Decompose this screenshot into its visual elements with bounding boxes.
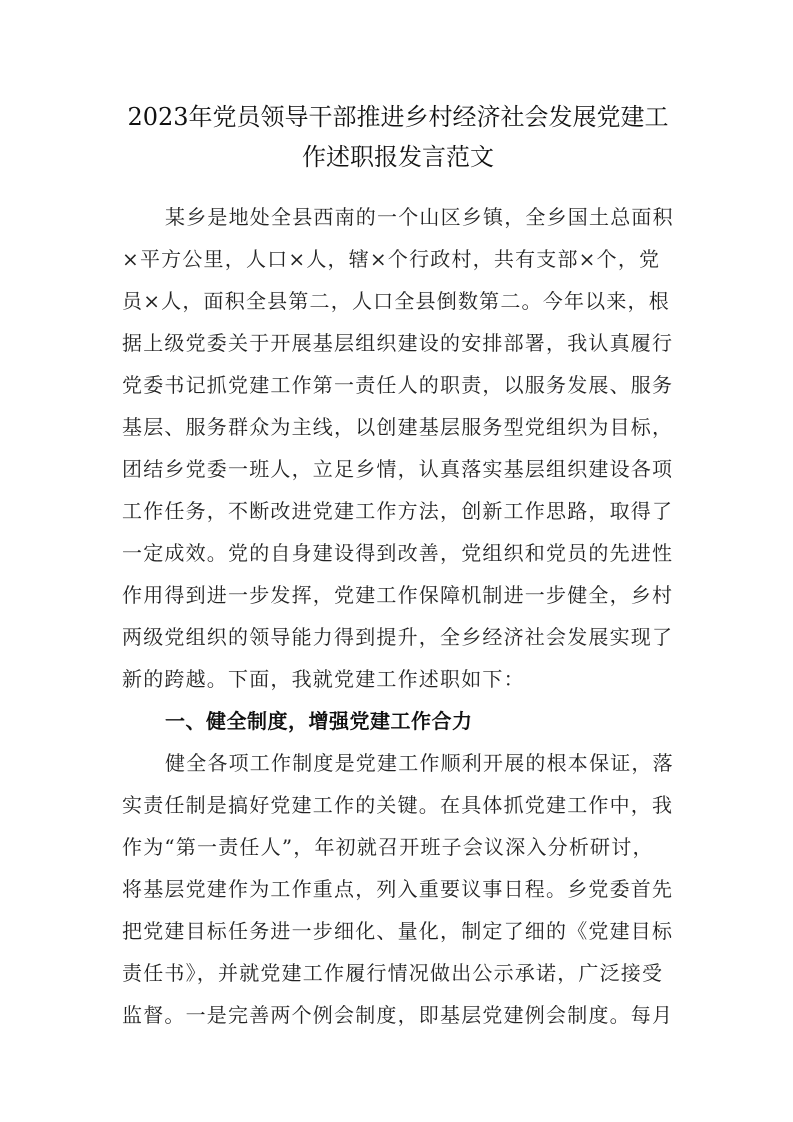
document-title-line-1: 2023年党员领导干部推进乡村经济社会发展党建工: [127, 103, 669, 131]
paragraph-line: 团结乡党委一班人，立足乡情，认真落实基层组织建设各项: [122, 457, 674, 481]
paragraph-intro: [122, 196, 674, 700]
paragraph-line: 据上级党委关于开展基层组织建设的安排部署，我认真履行: [122, 331, 674, 355]
paragraph-line: 将基层党建作为工作重点，列入重要议事日程。乡党委首先: [122, 877, 674, 901]
paragraph-line: 新的跨越。下面，我就党建工作述职如下：: [122, 667, 525, 691]
paragraph-section-1: [122, 742, 674, 1036]
section-heading-1: 一、健全制度，增强党建工作合力: [165, 709, 473, 733]
paragraph-line: 健全各项工作制度是党建工作顺利开展的根本保证，落: [165, 751, 674, 775]
paragraph-line: 员×人，面积全县第二，人口全县倒数第二。今年以来，根: [122, 289, 670, 313]
paragraph-line: 作用得到进一步发挥，党建工作保障机制进一步健全，乡村: [122, 583, 674, 607]
paragraph-line: ×平方公里，人口×人，辖×个行政村，共有支部×个，党: [122, 247, 661, 271]
paragraph-line: 监督。一是完善两个例会制度，即基层党建例会制度。每月: [122, 1003, 674, 1027]
paragraph-line: 实责任制是搞好党建工作的关键。在具体抓党建工作中，我: [122, 793, 674, 817]
document-body: [122, 196, 674, 1036]
paragraph-line: 党委书记抓党建工作第一责任人的职责，以服务发展、服务: [122, 373, 674, 397]
paragraph-line: 一定成效。党的自身建设得到改善，党组织和党员的先进性: [122, 541, 674, 565]
paragraph-line: 把党建目标任务进一步细化、量化，制定了细的《党建目标: [122, 919, 674, 943]
paragraph-line: 工作任务，不断改进党建工作方法，创新工作思路，取得了: [122, 499, 674, 523]
document-title-line-2: 作述职报发言范文: [302, 143, 494, 171]
paragraph-line: 基层、服务群众为主线，以创建基层服务型党组织为目标，: [122, 415, 674, 439]
paragraph-line: 某乡是地处全县西南的一个山区乡镇，全乡国土总面积: [165, 205, 674, 229]
paragraph-line: 作为“第一责任人”，年初就召开班子会议深入分析研讨，: [122, 835, 654, 859]
paragraph-line: 责任书》，并就党建工作履行情况做出公示承诺，广泛接受: [122, 961, 664, 985]
paragraph-line: 两级党组织的领导能力得到提升，全乡经济社会发展实现了: [122, 625, 674, 649]
